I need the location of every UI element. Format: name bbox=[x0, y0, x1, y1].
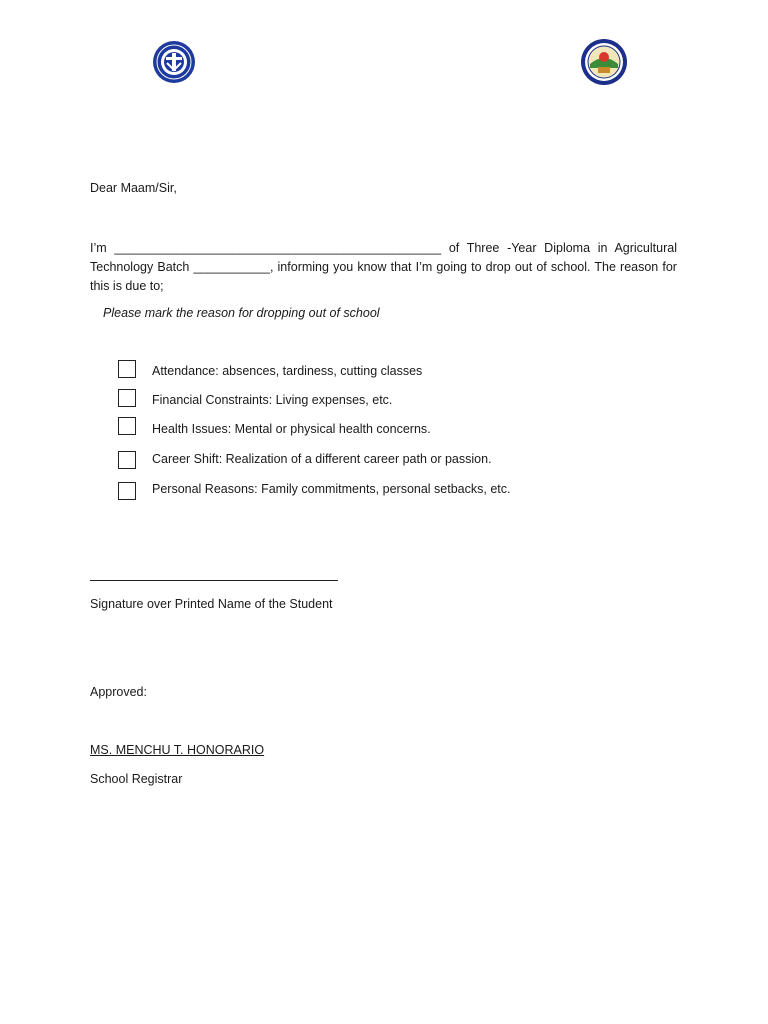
body-prefix: I’m bbox=[90, 241, 107, 255]
reason-item bbox=[118, 389, 618, 411]
reason-checkbox-personal[interactable] bbox=[118, 482, 136, 500]
reason-item bbox=[118, 482, 618, 504]
salutation: Dear Maam/Sir, bbox=[90, 181, 177, 195]
letter-body bbox=[90, 239, 677, 296]
reason-label: Financial Constraints: Living expenses, etc. bbox=[152, 393, 393, 407]
reason-checkbox-career[interactable] bbox=[118, 451, 136, 469]
reason-label: Attendance: absences, tardiness, cutting classes bbox=[152, 364, 423, 378]
reason-checkbox-attendance[interactable] bbox=[118, 360, 136, 378]
tesda-seal-icon bbox=[152, 39, 196, 85]
reason-checkbox-financial[interactable] bbox=[118, 389, 136, 407]
reason-item bbox=[118, 360, 618, 382]
instruction-text: Please mark the reason for dropping out of school bbox=[103, 306, 380, 320]
reason-label: Career Shift: Realization of a different career path or passion. bbox=[152, 452, 492, 466]
signature-line[interactable] bbox=[90, 580, 338, 581]
body-suffix: , informing you know that I’m going to drop out of school. The reason for this is due to; bbox=[90, 260, 677, 293]
signature-caption: Signature over Printed Name of the Student bbox=[90, 597, 333, 611]
registrar-name: MS. MENCHU T. HONORARIO bbox=[90, 743, 265, 757]
approved-label: Approved: bbox=[90, 685, 147, 699]
reason-checkbox-health[interactable] bbox=[118, 417, 136, 435]
registrar-title: School Registrar bbox=[90, 772, 183, 786]
reason-item bbox=[118, 451, 618, 473]
school-seal-icon bbox=[580, 38, 628, 86]
reason-label: Health Issues: Mental or physical health concerns. bbox=[152, 422, 431, 436]
student-name-blank[interactable]: _______________________________________________ bbox=[114, 241, 442, 255]
batch-blank[interactable]: ___________ bbox=[193, 260, 270, 274]
reason-item bbox=[118, 417, 618, 439]
body-middle: of Three -Year Diploma in Agricultural Technology Batch bbox=[90, 241, 677, 274]
reason-label: Personal Reasons: Family commitments, personal setbacks, etc. bbox=[152, 482, 511, 496]
